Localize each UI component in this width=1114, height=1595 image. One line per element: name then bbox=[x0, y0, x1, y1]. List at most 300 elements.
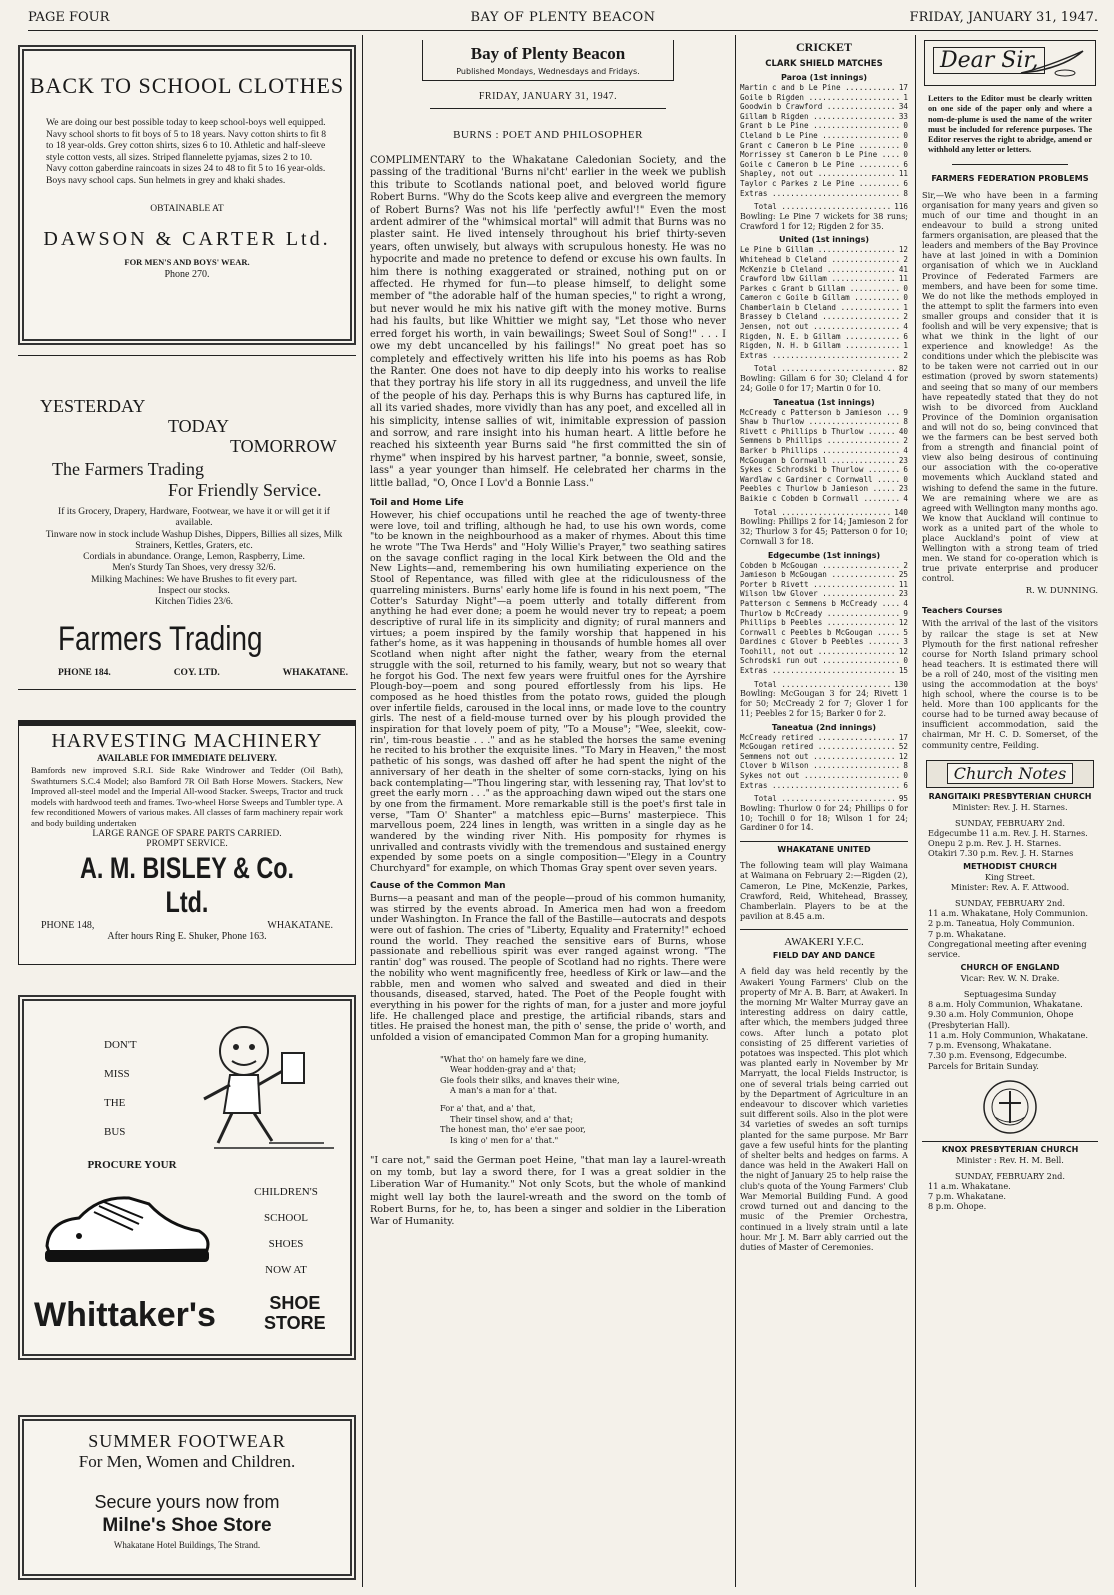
runs: 12 bbox=[898, 751, 908, 761]
runs: 8 bbox=[903, 188, 908, 198]
score-row bbox=[740, 274, 908, 284]
innings-title: Taneatua (1st innings) bbox=[773, 397, 875, 407]
innings-list bbox=[740, 73, 908, 833]
store-phone: Phone 270. bbox=[164, 269, 210, 280]
ad-shoe-words bbox=[236, 1179, 336, 1283]
score-row bbox=[740, 647, 908, 657]
runs: 34 bbox=[898, 102, 908, 112]
ad-text: Milking Machines: We have Brushes to fit every part. bbox=[90, 573, 298, 585]
batsman: Goodwin b Crawford ..... bbox=[740, 102, 897, 112]
cricket-column bbox=[740, 40, 908, 1585]
section-title: CRICKET bbox=[795, 40, 852, 54]
score-row bbox=[740, 102, 908, 112]
score-row bbox=[740, 637, 908, 647]
batsman: Gillam b Rigden ..... bbox=[740, 112, 897, 122]
masthead bbox=[28, 10, 1098, 30]
batsman: Goile b Rigden ..... bbox=[740, 93, 901, 103]
service-item: 7 p.m. Evensong, Whakatane. bbox=[928, 1040, 1052, 1051]
runs: 3 bbox=[903, 637, 908, 647]
editorial-column bbox=[370, 40, 726, 1585]
runs: 41 bbox=[898, 264, 908, 274]
score-row bbox=[740, 589, 908, 599]
score-row bbox=[740, 761, 908, 771]
service-item: Edgecumbe 11 a.m. Rev. J. H. Starnes. bbox=[928, 827, 1088, 838]
score-row bbox=[740, 189, 908, 199]
score-row bbox=[740, 494, 908, 504]
article-subhead: Toil and Home Life bbox=[370, 497, 464, 508]
bowling-summary: Bowling: Thurlow 0 for 24; Phillips 0 for 10; Tochill 0 for 18; Wilson 1 for 24; Gardiner 0 for 14. bbox=[740, 803, 908, 833]
ad-word: THE bbox=[104, 1097, 126, 1109]
letter-body: Sir,—We who have been in a farming organisation for many years and given so much of our time and thought in an endeavour to build a strong united farmers organisation, are pleased that the leaders and members of the Bay Province have at last joined in with a Dominion organisation of which we in Auckland Province of Federated Farmers are members, and have been for some time. We do not like the methods employed in the attempt to split the farmers into even smaller groups and consider that it is foolish and will be very expensive; that is what we think in the light of our experience and knowledge! As the conditions under which the plebiscite was to be taken were not carried out in our estimation (proved by sworn statements) and seeing that so many of our members have repeatedly stated that they do not wish to be divorced from Auckland Province of the Dominion organisation and will not do so, being convinced that we the farmers can be best served both from a strength and financial point of view also being desirous of continuing our association with the co-operative movements which Auckland stated and wishing to defend the same in the future. We are remaining where we are as agreed with Wellington many months ago. We know that Auckland will continue to work as a united part of the whole to place Auckland's point of view at Wellington with a strong team of tried men. We stand for co-operation which is true private enterprise and producer control. bbox=[922, 189, 1098, 584]
rule bbox=[430, 108, 666, 109]
runs: 4 bbox=[903, 493, 908, 503]
score-row bbox=[740, 255, 908, 265]
ad-title: BACK TO SCHOOL CLOTHES bbox=[29, 73, 345, 98]
service-list bbox=[922, 908, 1098, 959]
total-label: Total ..... bbox=[740, 202, 892, 212]
issue-date: FRIDAY, JANUARY 31, 1947. bbox=[909, 10, 1098, 25]
poem-line: Is king o' men for a' that." bbox=[450, 1134, 559, 1145]
score-row bbox=[740, 599, 908, 609]
batsman: Extras ..... bbox=[740, 189, 901, 199]
runs: 6 bbox=[903, 178, 908, 188]
batsman: Taylor c Parkes z Le Pine ..... bbox=[740, 179, 901, 189]
church-minister: Minister: Rev. A. F. Attwood. bbox=[950, 882, 1070, 893]
ad-text: Men's Sturdy Tan Shoes, very dressy 32/6. bbox=[112, 562, 276, 574]
letter-title: FARMERS FEDERATION PROBLEMS bbox=[931, 172, 1089, 183]
score-row bbox=[740, 666, 908, 676]
service-item: 2 p.m. Taneatua, Holy Communion. bbox=[928, 918, 1075, 929]
batsman: Baikie c Cobden b Cornwall ..... bbox=[740, 494, 901, 504]
score-row bbox=[740, 752, 908, 762]
runs: 9 bbox=[903, 407, 908, 417]
paper-name: BAY OF PLENTY BEACON bbox=[470, 10, 656, 25]
batsman: McKenzie b Cleland ..... bbox=[740, 265, 897, 275]
ad-phone: PHONE 184. bbox=[58, 668, 111, 678]
runs: 25 bbox=[898, 570, 908, 580]
ad-body bbox=[44, 506, 344, 608]
batsman: Patterson c Semmens b McCready ..... bbox=[740, 599, 901, 609]
ad-title: HARVESTING MACHINERY bbox=[51, 730, 323, 752]
innings-title: Edgecumbe (1st innings) bbox=[767, 550, 881, 560]
section-subtitle: FIELD DAY AND DANCE bbox=[772, 951, 876, 961]
ad-line-yesterday: YESTERDAY bbox=[40, 396, 146, 416]
runs: 17 bbox=[898, 732, 908, 742]
batsman: Phillips b Peebles ..... bbox=[740, 618, 897, 628]
total-label: Total ..... bbox=[740, 364, 897, 374]
batsman: Semmens b Phillips ..... bbox=[740, 436, 901, 446]
batsman: McCready c Patterson b Jamieson ..... bbox=[740, 408, 901, 418]
runs: 15 bbox=[898, 666, 908, 676]
ad-body: Bamfords new improved S.R.I. Side Rake Windrower and Tedder (Oil Bath), Swathturners S.C.4 Model; also Bamford 7R Oil Bath Horse Mowers. Stackers, New Improved all-steel model and the Imperial All-wood Stacker. Sweeps, Tractor and truck models with hardwood teeth and frames. Two-wheel Horse Sweeps and Tumbler type. A few reconditioned Mowers of various makes. All classes of farm machinery repair work and body building undertaken bbox=[31, 765, 343, 828]
total-row bbox=[740, 794, 908, 804]
ad-word: DON'T bbox=[104, 1039, 137, 1051]
runs: 0 bbox=[903, 771, 908, 781]
total-label: Total ..... bbox=[740, 508, 892, 518]
batsman: McCready retired ..... bbox=[740, 733, 897, 743]
service-item: Congregational meeting after evening service. bbox=[928, 938, 1087, 960]
poem-line: The honest man, tho' e'er sae poor, bbox=[440, 1124, 586, 1135]
batsman: Parkes c Grant b Gillam ..... bbox=[740, 284, 901, 294]
runs: 40 bbox=[898, 426, 908, 436]
runs: 6 bbox=[903, 159, 908, 169]
runs: 4 bbox=[903, 322, 908, 332]
ad-line-service: For Friendly Service. bbox=[168, 480, 322, 500]
church-minister: Vicar: Rev. W. N. Drake. bbox=[960, 973, 1060, 984]
total-value: 82 bbox=[898, 364, 908, 374]
ad-farmers-trading bbox=[18, 355, 356, 690]
service-item: 11 a.m. Whakatane, Holy Communion. bbox=[928, 908, 1088, 919]
runs: 6 bbox=[903, 331, 908, 341]
brand-logo: Farmers Trading bbox=[58, 620, 263, 658]
church-notes-banner bbox=[926, 760, 1094, 788]
runs: 9 bbox=[903, 608, 908, 618]
batsman: McGougan retired ..... bbox=[740, 742, 897, 752]
score-row bbox=[740, 322, 908, 332]
score-row bbox=[740, 561, 908, 571]
batsman: Grant b Le Pine ..... bbox=[740, 121, 901, 131]
church-date: SUNDAY, FEBRUARY 2nd. bbox=[954, 1170, 1066, 1181]
ad-town: WHAKATANE. bbox=[267, 919, 333, 931]
score-row bbox=[740, 341, 908, 351]
batsman: Cornwall c Peebles b McGougan ..... bbox=[740, 628, 901, 638]
poem-line: Their tinsel show, and a' that; bbox=[450, 1113, 574, 1124]
section-subtitle: CLARK SHIELD MATCHES bbox=[765, 59, 883, 69]
ad-word: NOW AT bbox=[265, 1264, 307, 1276]
ad-bus-words bbox=[104, 1031, 137, 1147]
service-list bbox=[922, 828, 1098, 859]
runs: 0 bbox=[903, 656, 908, 666]
church-date: SUNDAY, FEBRUARY 2nd. bbox=[954, 898, 1066, 909]
ad-text: Kitchen Tidies 23/6. bbox=[154, 596, 234, 608]
banner-text: Church Notes bbox=[947, 763, 1074, 784]
church-place: King Street. bbox=[984, 872, 1036, 883]
runs: 4 bbox=[903, 446, 908, 455]
innings-title: Taneatua (2nd innings) bbox=[771, 722, 877, 732]
score-row bbox=[740, 245, 908, 255]
runs: 23 bbox=[898, 484, 908, 494]
banner-text: Dear Sir, bbox=[933, 47, 1045, 74]
service-item: 8 p.m. Ohope. bbox=[928, 1201, 987, 1212]
service-item: 9.30 a.m. Holy Communion, Ohope (Presbyterian Hall). bbox=[928, 1009, 1074, 1030]
runs: 52 bbox=[898, 742, 908, 752]
nameplate-sub: Published Mondays, Wednesdays and Fridays. bbox=[456, 67, 640, 76]
runs: 11 bbox=[898, 169, 908, 179]
service-item: 7 p.m. Whakatane. bbox=[928, 1190, 1006, 1201]
ad-line-tomorrow: TOMORROW bbox=[230, 436, 337, 456]
article-subhead: Teachers Courses bbox=[922, 605, 1003, 616]
runs: 1 bbox=[903, 302, 908, 312]
batsman: Sykes c Schrodski b Thurlow ..... bbox=[740, 465, 901, 475]
batsman: Extras ..... bbox=[740, 351, 901, 361]
runs: 0 bbox=[903, 140, 908, 150]
church-name: CHURCH OF ENGLAND bbox=[960, 963, 1060, 973]
batsman: Grant c Cameron b Le Pine ..... bbox=[740, 141, 901, 151]
firm-name: A. M. BISLEY & Co. Ltd. bbox=[79, 851, 295, 919]
score-row bbox=[740, 179, 908, 189]
batsman: Semmens not out ..... bbox=[740, 752, 897, 762]
shoe-icon bbox=[39, 1186, 214, 1276]
runs: 17 bbox=[898, 83, 908, 92]
batsman: Dardines c Glover b Peebles ..... bbox=[740, 637, 901, 647]
ad-back-to-school bbox=[18, 45, 356, 345]
runs: 6 bbox=[903, 780, 908, 790]
ad-summer-footwear bbox=[18, 1415, 356, 1580]
article-para: Burns—a peasant and man of the people—proud of his common humanity, was stirred by the events abroad. In America men had won a freedom under Washington. In France the fall of the Bastille—autocrats and despots were out of fashion. The cries of "Liberty, Equality and Fraternity!" echoed round the world. They reached the sensitive ears of Burns, whose passionate and rebellious spirit was ever ranged against wrong. "The rantin' dog" was roused. The people of Scotland had no rights. There were the nobility who went magnificently free, heedless of Kirk or law—and the rabble, men and women who salved and sweated and died in their thousands, diseased, starved, hated. The Poet of the People fought with everything in his power for the rights of man, for a juster and more joyful life. He challenged place and prestige, the artificial ribands, stars and titles. He praised the honest man, the pith o' sense, the pride o' worth, and unfolded a vision of emancipated Common Man for a groping humanity. bbox=[370, 892, 726, 1044]
total-value: 140 bbox=[894, 507, 908, 517]
score-row bbox=[740, 169, 908, 179]
batsman: Chamberlain b Cleland ..... bbox=[740, 303, 901, 313]
batsman: Martin c and b Le Pine ..... bbox=[740, 83, 897, 93]
innings-title: United (1st innings) bbox=[778, 235, 869, 245]
runs: 0 bbox=[903, 293, 908, 303]
article-para: However, his chief occupations until he reached the age of twenty-three were love, toil and trifling, although he had, to use his own words, come "to be known in the neighbourhood as a maker of rhymes. About this time he wrote "The Twa Herds" and "Holy Willie's Prayer," two seathing satires on the savage conflict raging in the local Kirk between the Old and the New Lights—and, remembering his own humiliating experience on the Stool of Repentance, was filled with glee at the ridiculousness of the quarreling ministers. Burns' early home life is found in his next poem, "The Cotter's Saturday Night"—a poem utterly and totally different from anything he had ever done; a poem he would never try to repeat; a poem descriptive of rural life in its simplicity and dignity; of rural manners and virtues; a poem inspired by the family worship that happened in his father's home, as it was happening in thousands of humble homes all over Scotland when night after night the father, weary from the eternal struggle with the soil, returned to his family, weary, but not so weary that he forgot his God. The next few years were fruitful ones for the Ayrshire Plough-boy—poem and song poured effortlessly from his lips. He composed as he hoed thistles from the potato rows, guided the plough over infertile fields, caroused in the local inns, or made love to the country girls. The nest of a field-mouse turned over by his plough provided the inspiration for that lovely poem of pity, "To a Mouse"; "Wee, sleekit, cow-rin', tim-rous beastie . . ." and as he stabled the horses the same evening he recited to his brother the exquisite lines. "To Mary in Heaven," the most pathetic of his songs, was dashed off after he had spent the night of the anniversary of her death in the shelter of some corn-stacks, lying on his back contemplating—"Thou lingering star, with lessening ray, That lov'st to greet the early morn . . ." as the approaching dawn wiped out the stars one by one from the firmament. More remarkable still is the poet's first tale in verse, "Tam O' Shanter" a matchless epic—Burns' masterpiece. This marvellous poem, 224 lines in length, was written in a single day as he wandered by the winding river Nith. His pomposity for rhymes is unrivalled and contrasts vividly with the tremendous and sustained energy expended by some poets on a single composition—"Elegy in a Country Churchyard" for example, on which Thomas Gray spent over seven years. bbox=[370, 509, 726, 875]
score-row bbox=[740, 733, 908, 743]
batsman: Sykes not out ..... bbox=[740, 771, 901, 781]
runs: 1 bbox=[903, 92, 908, 102]
runs: 2 bbox=[903, 254, 908, 264]
ad-text: Inspect our stocks. bbox=[158, 585, 230, 597]
score-row bbox=[740, 771, 908, 781]
ad-whittakers-shoes bbox=[18, 995, 356, 1360]
editorial-nameplate bbox=[422, 40, 674, 81]
score-row bbox=[740, 131, 908, 141]
nameplate-title: Bay of Plenty Beacon bbox=[470, 44, 626, 63]
ad-spare: LARGE RANGE OF SPARE PARTS CARRIED. bbox=[92, 828, 282, 839]
ad-line-today: TODAY bbox=[168, 416, 230, 436]
ad-word: CHILDREN'S bbox=[254, 1186, 318, 1198]
score-row bbox=[740, 93, 908, 103]
batsman: Schrodski run out ..... bbox=[740, 656, 901, 666]
store-address: Whakatane Hotel Buildings, The Strand. bbox=[113, 1540, 261, 1550]
score-row bbox=[740, 475, 908, 485]
notice-body: The following team will play Waimana at Waimana on February 2:—Rigden (2), Cameron, Le Pine, McKenzie, Parkes, Crawford, Reid, Whitehead, Brassey, Chamberlain. Players to be at the pavilion at 8.45 a.m. bbox=[740, 860, 908, 922]
batsman: Clover b Wilson ..... bbox=[740, 761, 901, 771]
store-name: DAWSON & CARTER Ltd. bbox=[43, 228, 331, 250]
ad-text: If its Grocery, Drapery, Hardware, Footwear, we have it or will get it if available. bbox=[58, 506, 330, 529]
ad-word: SHOES bbox=[268, 1238, 304, 1250]
ad-obtainable: OBTAINABLE AT bbox=[150, 204, 224, 214]
ad-text: Cordials in abundance. Orange, Lemon, Raspberry, Lime. bbox=[83, 551, 305, 563]
score-row bbox=[740, 456, 908, 466]
page-number: PAGE FOUR bbox=[28, 10, 110, 25]
service-item: Otakiri 7.30 p.m. Rev. J. H. Starnes bbox=[928, 848, 1074, 859]
score-row bbox=[740, 293, 908, 303]
ad-secure: Secure yours now from bbox=[94, 1492, 280, 1512]
score-row bbox=[740, 332, 908, 342]
runs: 6 bbox=[903, 465, 908, 475]
ad-after-hours: After hours Ring E. Shuker, Phone 163. bbox=[107, 930, 267, 942]
batsman: Thurlow b McCready ..... bbox=[740, 609, 901, 619]
masthead-rule bbox=[28, 30, 1098, 31]
batsman: Goile c Cameron b Le Pine ..... bbox=[740, 160, 901, 170]
score-row bbox=[740, 484, 908, 494]
letters-column bbox=[922, 40, 1098, 1585]
total-label: Total ..... bbox=[740, 794, 897, 804]
batsman: Jensen, not out ..... bbox=[740, 322, 901, 332]
batsman: Porter b Rivett ..... bbox=[740, 580, 897, 590]
ad-word: SCHOOL bbox=[263, 1212, 308, 1224]
score-row bbox=[740, 408, 908, 418]
score-row bbox=[740, 121, 908, 131]
batsman: Extras ..... bbox=[740, 781, 901, 791]
store-sub: FOR MEN'S AND BOYS' WEAR. bbox=[124, 257, 250, 267]
score-row bbox=[740, 446, 908, 456]
ad-line-farmers: The Farmers Trading bbox=[52, 459, 204, 479]
total-row bbox=[740, 202, 908, 212]
ad-word: MISS bbox=[104, 1068, 130, 1080]
service-list bbox=[922, 1181, 1098, 1212]
letters-rules: Letters to the Editor must be clearly written on one side of the paper only and where a nom-de-plume is used the name of the writer must be included for reference purposes. The Editor reserves the right to abridge, amend or withhold any letter or letters. bbox=[928, 94, 1092, 155]
batsman: Morrissey st Cameron b Le Pine ..... bbox=[740, 150, 901, 160]
quill-icon bbox=[1017, 47, 1087, 77]
runs: 4 bbox=[903, 598, 908, 608]
batsman: Extras ..... bbox=[740, 666, 897, 676]
score-row bbox=[740, 570, 908, 580]
score-row bbox=[740, 312, 908, 322]
runs: 23 bbox=[898, 455, 908, 465]
runs: 0 bbox=[903, 130, 908, 140]
batsman: Wilson lbw Glover ..... bbox=[740, 589, 897, 599]
poem-line: Wear hodden-gray and a' that; bbox=[450, 1064, 577, 1075]
runs: 2 bbox=[903, 560, 908, 570]
batsman: Wardlaw c Gardiner c Cornwall ..... bbox=[740, 475, 901, 485]
service-item: Onepu 2 p.m. Rev. J. H. Starnes. bbox=[928, 837, 1062, 848]
score-row bbox=[740, 427, 908, 437]
ad-phone: PHONE 148, bbox=[41, 919, 95, 931]
bowling-summary: Bowling: Le Pine 7 wickets for 38 runs; Crawford 1 for 12; Rigden 2 for 35. bbox=[740, 211, 908, 231]
batsman: Cameron c Goile b Gillam ..... bbox=[740, 293, 901, 303]
dear-sir-banner bbox=[924, 40, 1096, 86]
runs: 12 bbox=[898, 245, 908, 255]
total-label: Total ..... bbox=[740, 680, 892, 690]
batsman: Whitehead b Cleland ..... bbox=[740, 255, 901, 265]
ad-prompt: PROMPT SERVICE. bbox=[146, 838, 228, 849]
score-row bbox=[740, 265, 908, 275]
ad-procure: PROCURE YOUR bbox=[87, 1159, 177, 1171]
runs: 33 bbox=[898, 111, 908, 121]
article-title: BURNS : POET AND PHILOSOPHER bbox=[453, 129, 643, 141]
church-minister: Minister : Rev. H. M. Bell. bbox=[956, 1154, 1064, 1165]
ad-footer bbox=[19, 920, 355, 931]
shop-word: SHOE bbox=[269, 1293, 321, 1313]
score-row bbox=[740, 141, 908, 151]
score-row bbox=[740, 609, 908, 619]
score-row bbox=[740, 351, 908, 361]
service-item: Parcels for Britain Sunday. bbox=[928, 1060, 1039, 1071]
batsman: Rigden, N. E. b Gillam ..... bbox=[740, 332, 901, 342]
batsman: Shapley, not out ..... bbox=[740, 169, 897, 179]
bowling-summary: Bowling: McGougan 3 for 24; Rivett 1 for 50; McCready 2 for 7; Glover 1 for 11; Peebles 2 for 15; Barker 0 for 2. bbox=[740, 689, 908, 718]
total-row bbox=[740, 508, 908, 518]
poem-line: For a' that, and a' that, bbox=[440, 1103, 536, 1114]
church-date: Septuagesima Sunday bbox=[963, 989, 1057, 1000]
letter-signature: R. W. DUNNING. bbox=[1025, 585, 1098, 596]
total-row bbox=[740, 680, 908, 690]
batsman: Rigden, N. H. b Gillam ..... bbox=[740, 341, 901, 351]
ad-subtitle: AVAILABLE FOR IMMEDIATE DELIVERY. bbox=[97, 753, 277, 763]
service-list bbox=[922, 999, 1098, 1070]
batsman: Cobden b McGougan ..... bbox=[740, 561, 901, 571]
batsman: Peebles c Thurlow b Jamieson ..... bbox=[740, 484, 897, 494]
batsman: Jamieson b McGougan ..... bbox=[740, 570, 897, 580]
batsman: Shaw b Thurlow ..... bbox=[740, 417, 901, 427]
church-name: RANGITAIKI PRESBYTERIAN CHURCH bbox=[928, 791, 1092, 801]
batsman: Rivett c Phillips b Thurlow ..... bbox=[740, 427, 897, 437]
score-row bbox=[740, 160, 908, 170]
score-row bbox=[740, 465, 908, 475]
church-name: METHODIST CHURCH bbox=[963, 862, 1057, 872]
runs: 11 bbox=[898, 274, 908, 284]
batsman: Le Pine b Gillam ..... bbox=[740, 245, 897, 255]
batsman: McGougan b Cornwall ..... bbox=[740, 456, 897, 466]
score-row bbox=[740, 284, 908, 294]
score-row bbox=[740, 112, 908, 122]
poem-verse bbox=[440, 1103, 726, 1145]
score-row bbox=[740, 618, 908, 628]
total-value: 116 bbox=[894, 202, 908, 212]
score-row bbox=[740, 150, 908, 160]
service-item: 11 a.m. Holy Communion, Whakatane. bbox=[928, 1029, 1088, 1040]
runs: 2 bbox=[903, 436, 908, 446]
service-item: 7 p.m. Whakatane. bbox=[928, 928, 1006, 939]
batsman: Cleland b Le Pine ..... bbox=[740, 131, 901, 141]
church-name: KNOX PRESBYTERIAN CHURCH bbox=[922, 1141, 1098, 1154]
total-row bbox=[740, 364, 908, 374]
batsman: Crawford lbw Gillam ..... bbox=[740, 274, 897, 284]
runs: 8 bbox=[903, 417, 908, 427]
runs: 0 bbox=[903, 474, 908, 484]
column-divider bbox=[362, 35, 363, 1587]
runs: 5 bbox=[903, 627, 908, 637]
service-item: 11 a.m. Whakatane. bbox=[928, 1180, 1011, 1191]
runs: 8 bbox=[903, 761, 908, 771]
poem-line: Gie fools their silks, and knaves their wine, bbox=[440, 1074, 620, 1085]
runs: 11 bbox=[898, 579, 908, 589]
score-row bbox=[740, 656, 908, 666]
article-para: COMPLIMENTARY to the Whakatane Caledonian Society, and the passing of the traditional 'Burns ni'cht' earlier in the week we publish this tribute to Scotlands national poet, and beloved world figure Robert Burns. "Why do the Scots keep alive and evergreen the memory of Robert Burns? Was not his life 'perfectly awful'!" Even the most ardent admirer of the "whimsical mortal" will admit that Burns was no plaster saint. He lived intensely throughout his brief thirty-seven years, often unwisely, but always with scrupulous honesty. He was no hypocrite and made no pretence to defend or excuse his own faults. In him there is nothing exaggerated or strained, nothing put on or affected. He rhymed for fun—to please himself, to delight some member of "the adorable half of the human species," to right a wrong, but never would he mix his native gift with the money motive. Burns had his faults, but like Whittier we might say, "Let those who never erred forget his worth, in vain bewailings; Sweet Soul of Song!" . . . I owe my debt uncancelled by his failings!" No great poet has so completely and effectively written his life into his poems as has Rob the Ranter. One does not have to dip deeply into his works to realise that they portray his life story in all its ruggedness, and unveil the life of the people of his day. Perhaps this is why Burns has captured life, in all its varied shades, more vividly than has any poet, and excelled all in his simplicity, intense sallies of wit, inimitable expression of passion and sorrow, and rare insight into his human heart. A little before he reached his sixteenth year Burns said "he first committed the sin of rhyme" when inspired by his harvest partner, "a bonnie, sweet, sonsie, lass" a year younger than himself. He celebrated her charms in the little ballad, "O, Once I Lov'd a Bonnie Lass." bbox=[370, 155, 726, 489]
ad-footer bbox=[58, 668, 348, 678]
runs: 1 bbox=[903, 341, 908, 351]
article-para: "I care not," said the German poet Heine, "that man lay a laurel-wreath on my tomb, but lay a sword there, for I was a great soldier in the Liberation War of Humanity." Not only Scots, but the whole of mankind might well lay both the laurel-wreath and the sword on the tomb of Robert Burns, for he, to, has been a singer and soldier in the Liberation War of Humanity. bbox=[370, 1154, 726, 1227]
score-row bbox=[740, 303, 908, 313]
batsman: Toohill, not out ..... bbox=[740, 647, 897, 657]
score-row bbox=[740, 781, 908, 791]
runs: 2 bbox=[903, 350, 908, 360]
ad-coy: COY. LTD. bbox=[173, 668, 220, 678]
column-divider bbox=[915, 35, 916, 1587]
bowling-summary: Bowling: Phillips 2 for 14; Jamieson 2 for 32; Thurlow 3 for 45; Patterson 0 for 10; Cornwall 3 for 18. bbox=[740, 517, 908, 546]
boy-running-icon bbox=[174, 1013, 334, 1163]
church-emblem-icon bbox=[975, 1077, 1045, 1137]
shop-label bbox=[264, 1293, 326, 1333]
score-row bbox=[740, 628, 908, 638]
total-value: 95 bbox=[898, 794, 908, 804]
score-row bbox=[740, 580, 908, 590]
runs: 0 bbox=[903, 283, 908, 293]
runs: 0 bbox=[903, 150, 908, 160]
ad-title: SUMMER FOOTWEAR bbox=[88, 1431, 286, 1451]
church-minister: Minister: Rev. J. H. Starnes. bbox=[952, 801, 1068, 812]
ad-body: We are doing our best possible today to keep school-boys well equipped. Navy school shorts to fit boys of 5 to 18 years. Navy cotton shirts to fit 8 to 18 year-olds. Grey cotton shirts, sizes 6 to 10. Athletic and half-sleeve style cotton vests, all sizes. Striped flannelette pyjamas, sizes 2 to 10. Navy cotton gaberdine raincoats in sizes 24 to 48 to fit 5 to 16 year-olds. Boys navy school caps. Sun helmets in grey and khaki shades. bbox=[46, 117, 327, 186]
poem-verse bbox=[440, 1054, 726, 1096]
article-para: A field day was held recently by the Awakeri Young Farmers' Club on the property of Mr A. B. Barr, at Awakeri. In the morning Mr Walter Murray gave an interesting address on dairy cattle, after which, the members judged three cows. After lunch a potato plot consisting of 25 different varieties of potatoes was inspected. This plot which was planted early in November by Mr Marryatt, the local Fields Instructor, is one of several trials being carried out by the Department of Agriculture in an endeavour to discover which varieties suit different soils. Also in the plot were 34 varieties of swedes an soft turnips planted for the same purpose. Mr Barr gave a few useful hints for the planting of shelter belts and hedges on farms. A dance was held in the Awakeri Hall on the night of January 25 to help raise the club's quota of the Young Farmers' Club War Memorial Building Fund. A good crowd turned out and dancing to the music of the Premier Orchestra, continued in a lively strain until a late hour. Mr J. M. Barr ably carried out the duties of Master of Ceremonies. bbox=[740, 966, 908, 1252]
rule bbox=[952, 164, 1068, 165]
brand-name: Whittaker's bbox=[34, 1296, 216, 1334]
runs: 23 bbox=[898, 589, 908, 599]
service-item: 8 a.m. Holy Communion, Whakatane. bbox=[928, 999, 1083, 1010]
score-row bbox=[740, 742, 908, 752]
